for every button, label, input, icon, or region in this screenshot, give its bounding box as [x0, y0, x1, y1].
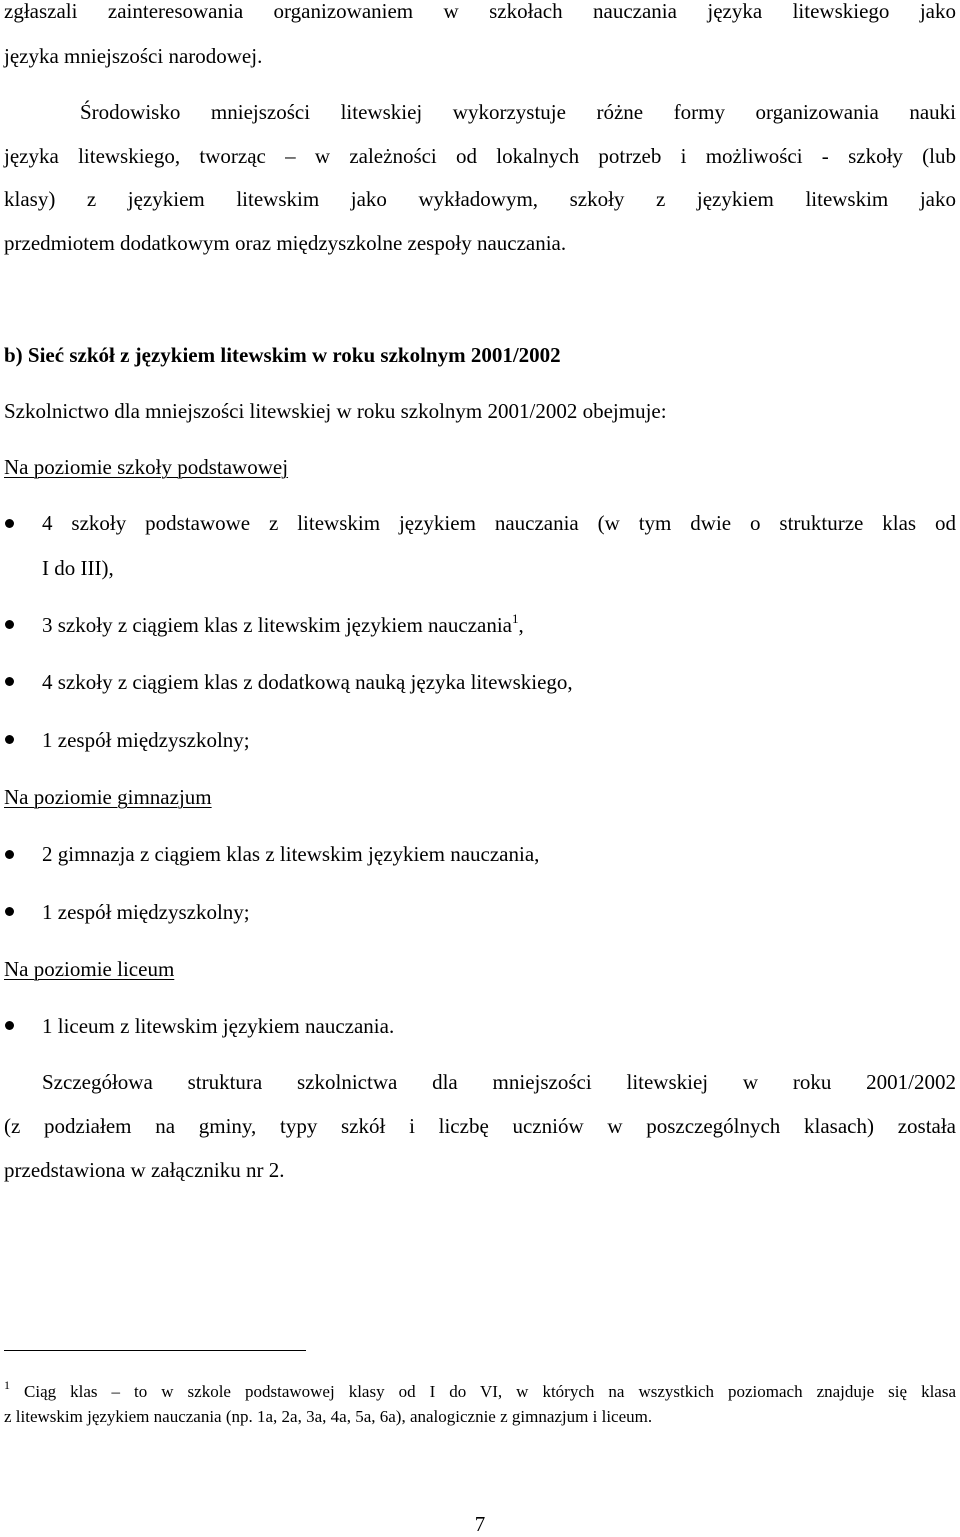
bullet-icon — [5, 620, 14, 629]
primary-item-1-line-1: 4 szkoły podstawowe z litewskim językiem nauczania (w tym dwie o strukturze klas od — [42, 511, 956, 535]
forms-line-4: przedmiotem dodatkowym oraz międzyszkolne zespoły nauczania. — [4, 231, 567, 255]
bullet-icon — [5, 1021, 14, 1030]
bullet-icon — [5, 677, 14, 686]
bullet-icon — [5, 519, 14, 528]
footnote-rule — [4, 1350, 306, 1351]
gymnasium-item-2: 1 zespół międzyszkolny; — [42, 900, 250, 924]
page-number: 7 — [474, 1512, 486, 1536]
details-line-2: (z podziałem na gminy, typy szkół i liczbę uczniów w poszczególnych klasach) została — [4, 1114, 956, 1138]
footnote-line-2: z litewskim językiem nauczania (np. 1a, 2a, 3a, 4a, 5a, 6a), analogicznie z gimnazjum i liceum. — [4, 1407, 653, 1426]
forms-line-3: klasy) z językiem litewskim jako wykładowym, szkoły z językiem litewskim jako — [4, 187, 956, 211]
gymnasium-heading: Na poziomie gimnazjum — [4, 785, 212, 809]
footnote-line-1 — [4, 1378, 956, 1401]
details-line-1: Szczegółowa struktura szkolnictwa dla mniejszości litewskiej w roku 2001/2002 — [42, 1070, 956, 1094]
primary-item-2-text: 3 szkoły z ciągiem klas z litewskim językiem nauczania — [42, 613, 512, 637]
forms-line-2: języka litewskiego, tworząc – w zależności od lokalnych potrzeb i możliwości - szkoły (lub — [4, 144, 956, 168]
primary-heading: Na poziomie szkoły podstawowej — [4, 455, 289, 479]
bullet-icon — [5, 735, 14, 744]
section-heading: b) Sieć szkół z językiem litewskim w roku szkolnym 2001/2002 — [4, 343, 561, 367]
primary-item-4: 1 zespół międzyszkolny; — [42, 728, 250, 752]
section-lead: Szkolnictwo dla mniejszości litewskiej w roku szkolnym 2001/2002 obejmuje: — [4, 399, 667, 423]
primary-item-2 — [42, 611, 524, 637]
forms-line-1: Środowisko mniejszości litewskiej wykorzystuje różne formy organizowania nauki — [80, 100, 956, 124]
lyceum-item-1: 1 liceum z litewskim językiem nauczania. — [42, 1014, 395, 1038]
lyceum-heading: Na poziomie liceum — [4, 957, 175, 981]
primary-item-3: 4 szkoły z ciągiem klas z dodatkową nauką języka litewskiego, — [42, 670, 573, 694]
gymnasium-item-1: 2 gimnazja z ciągiem klas z litewskim językiem nauczania, — [42, 842, 540, 866]
footnote-marker: 1 — [4, 1378, 10, 1392]
primary-item-1-line-2: I do III), — [42, 556, 114, 580]
primary-item-2-end: , — [518, 613, 524, 637]
intro-line-1: zgłaszali zainteresowania organizowaniem w szkołach nauczania języka litewskiego jako — [4, 0, 956, 23]
footnote-ref: 1 — [512, 611, 519, 626]
bullet-icon — [5, 850, 14, 859]
intro-line-2: języka mniejszości narodowej. — [4, 44, 263, 68]
bullet-icon — [5, 907, 14, 916]
details-line-3: przedstawiona w załączniku nr 2. — [4, 1158, 285, 1182]
footnote-line-1-text: Ciąg klas – to w szkole podstawowej klasy od I do VI, w których na wszystkich poziomach znajduje się klasa — [24, 1382, 956, 1401]
